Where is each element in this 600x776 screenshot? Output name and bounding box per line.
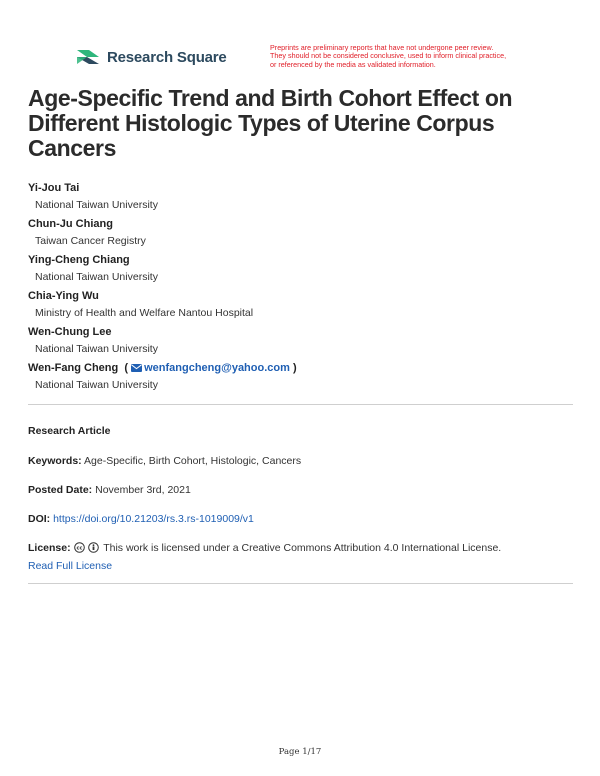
author-affiliation: National Taiwan University — [35, 199, 158, 211]
author-affiliation: National Taiwan University — [35, 343, 158, 355]
keywords-value: Age-Specific, Birth Cohort, Histologic, Cancers — [84, 455, 302, 467]
svg-text:cc: cc — [76, 545, 82, 552]
disclaimer-line: They should not be considered conclusive, used to inform clinical practice, — [270, 51, 507, 61]
mail-icon — [131, 364, 142, 372]
paper-title: Age-Specific Trend and Birth Cohort Effect on Different Histologic Types of Uterine Corpus Cancers — [28, 85, 513, 161]
divider — [28, 583, 573, 584]
author-name: Chia-Ying Wu — [28, 290, 99, 302]
cc-icon — [74, 542, 85, 553]
posted-date-row — [28, 484, 191, 496]
author-name: Wen-Fang Cheng — [28, 362, 119, 374]
read-license-row — [28, 560, 112, 572]
keywords-label: Keywords: — [28, 455, 82, 467]
cc-by-icon — [88, 542, 99, 553]
author-affiliation: Taiwan Cancer Registry — [35, 235, 146, 247]
keywords-row — [28, 455, 301, 467]
author-name: Chun-Ju Chiang — [28, 218, 113, 230]
disclaimer-line: Preprints are preliminary reports that have not undergone peer review. — [270, 43, 494, 52]
author-item — [28, 253, 568, 289]
author-list — [28, 181, 568, 397]
page-number: Page 1/17 — [278, 747, 322, 757]
author-item — [28, 217, 568, 253]
author-affiliation: National Taiwan University — [35, 271, 158, 283]
author-item — [28, 325, 568, 361]
author-name: Yi-Jou Tai — [28, 182, 80, 194]
logo-text: Research Square — [107, 48, 227, 66]
doi-link[interactable]: https://doi.org/10.21203/rs.3.rs-1019009/v1 — [53, 513, 254, 525]
author-item — [28, 361, 568, 397]
divider — [28, 404, 573, 405]
license-text: This work is licensed under a Creative Commons Attribution 4.0 International License. — [103, 542, 502, 554]
license-label: License: — [28, 542, 71, 554]
author-item — [28, 289, 568, 325]
author-name: Wen-Chung Lee — [28, 326, 112, 338]
research-square-logo-icon — [75, 46, 101, 68]
author-email: wenfangcheng@yahoo.com — [144, 362, 290, 374]
preprint-disclaimer — [270, 44, 560, 69]
license-row — [28, 542, 501, 554]
author-affiliation: National Taiwan University — [35, 379, 158, 391]
author-affiliation: Ministry of Health and Welfare Nantou Hospital — [35, 307, 254, 319]
article-type: Research Article — [28, 425, 111, 437]
author-name: Ying-Cheng Chiang — [28, 254, 130, 266]
read-full-license-link[interactable]: Read Full License — [28, 560, 113, 572]
doi-label: DOI: — [28, 513, 51, 525]
author-item — [28, 181, 568, 217]
author-email-link[interactable] — [131, 362, 293, 374]
corresponding-author-name: Wen-Fang Cheng ( wenfangcheng@yahoo.com ) — [28, 362, 297, 374]
doi-row — [28, 513, 254, 525]
research-square-logo[interactable] — [75, 46, 227, 68]
posted-date-value: November 3rd, 2021 — [95, 484, 191, 496]
posted-date-label: Posted Date: — [28, 484, 93, 496]
disclaimer-line: or referenced by the media as validated information. — [270, 59, 436, 69]
